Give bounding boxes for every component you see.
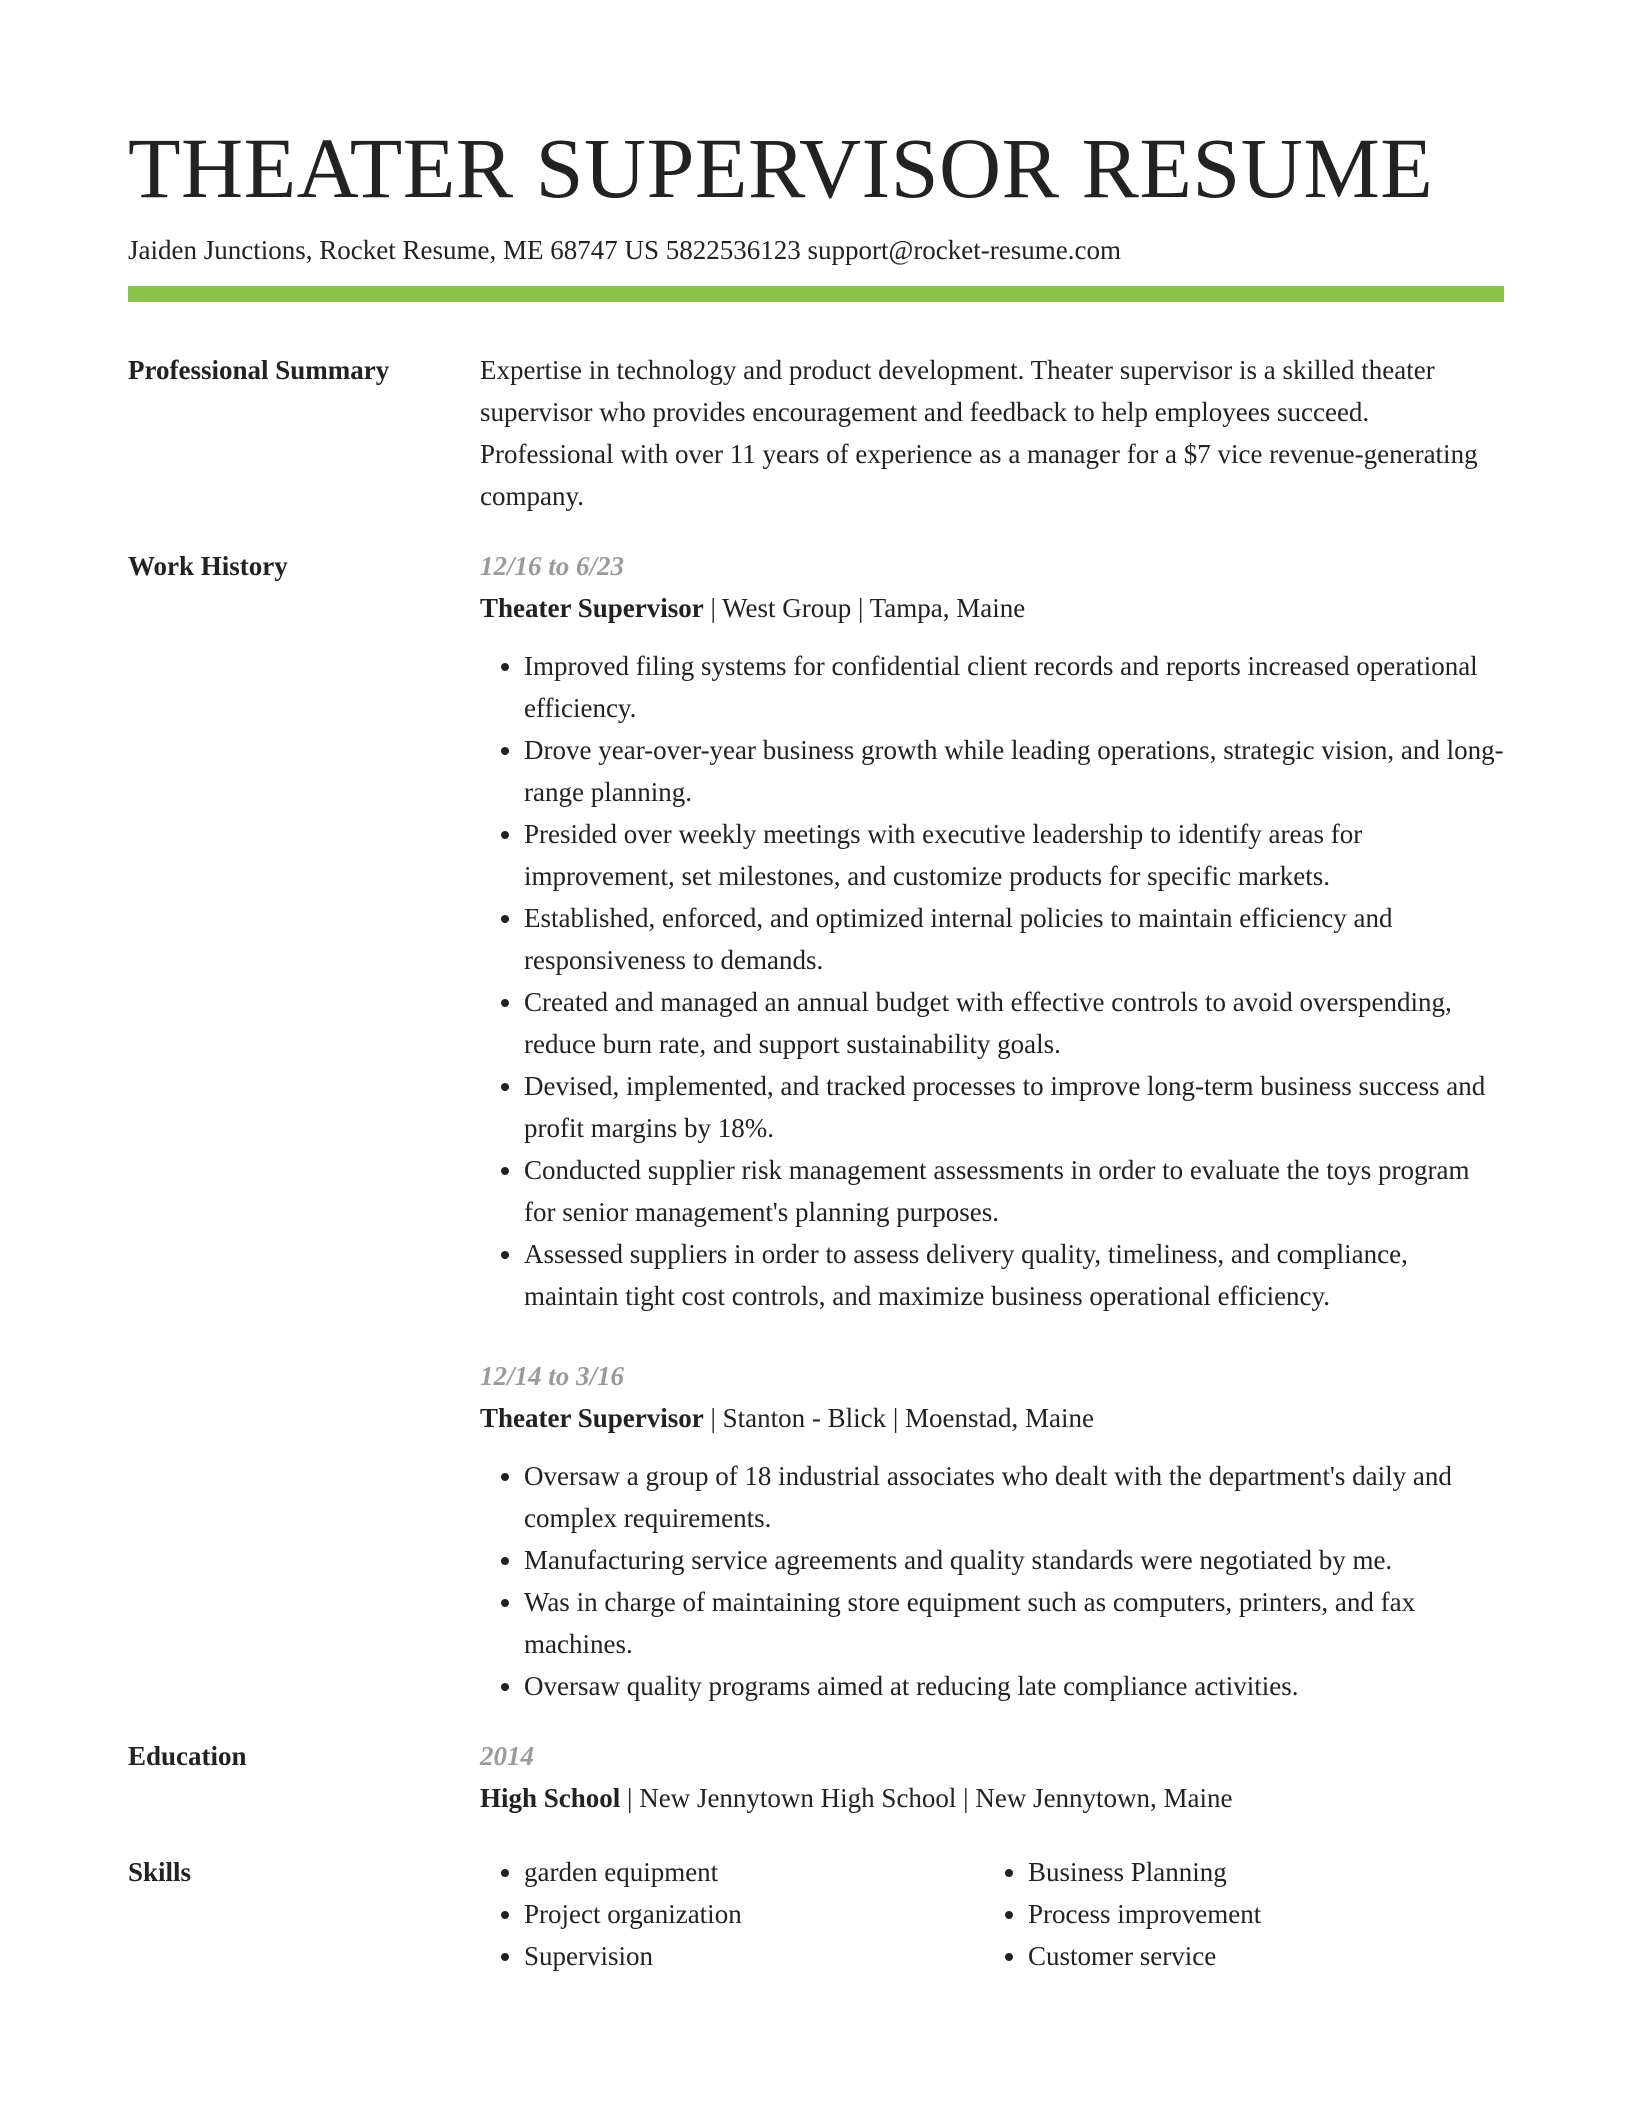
- job-bullets: [480, 645, 1504, 1317]
- skill-item: • Customer service: [1028, 1935, 1488, 1977]
- job-title: Theater Supervisor: [480, 1403, 704, 1433]
- education-line: [480, 1777, 1504, 1819]
- resume-title: THEATER SUPERVISOR RESUME: [128, 120, 1434, 216]
- skills-column-right: [984, 1851, 1488, 1977]
- job-entry: [480, 1355, 1504, 1707]
- contact-line: Jaiden Junctions, Rocket Resume, ME 68747 US 5822536123 support@rocket-resume.com: [128, 235, 1121, 265]
- summary-section: [128, 349, 1504, 517]
- job-bullet: • Oversaw quality programs aimed at reducing late compliance activities.: [524, 1665, 1504, 1707]
- job-bullet: • Improved filing systems for confidential client records and reports increased operational efficiency.: [524, 645, 1504, 729]
- skill-item: • garden equipment: [524, 1851, 984, 1893]
- job-details: | Stanton - Blick | Moenstad, Maine: [703, 1403, 1095, 1433]
- job-bullet: • Assessed suppliers in order to assess delivery quality, timeliness, and compliance, maintain tight cost controls, and maximize business operational efficiency.: [524, 1233, 1504, 1317]
- summary-heading: Professional Summary: [128, 355, 390, 385]
- job-bullet: • Created and managed an annual budget with effective controls to avoid overspending, reduce burn rate, and support sustainability goals.: [524, 981, 1504, 1065]
- job-dates: 12/14 to 3/16: [480, 1361, 625, 1391]
- job-title: Theater Supervisor: [480, 593, 704, 623]
- job-bullet: • Manufacturing service agreements and quality standards were negotiated by me.: [524, 1539, 1504, 1581]
- skill-item: • Business Planning: [1028, 1851, 1488, 1893]
- job-bullets: [480, 1455, 1504, 1707]
- job-details: | West Group | Tampa, Maine: [703, 593, 1026, 623]
- job-bullet: • Conducted supplier risk management assessments in order to evaluate the toys program for senior management's planning purposes.: [524, 1149, 1504, 1233]
- work-history-section: [128, 545, 1504, 1707]
- education-year: 2014: [480, 1741, 534, 1771]
- header-divider: [128, 286, 1504, 302]
- skills-heading: Skills: [128, 1857, 192, 1887]
- work-history-heading: Work History: [128, 551, 288, 581]
- job-role-line: [480, 1397, 1504, 1439]
- resume-content: [128, 349, 1504, 1977]
- education-degree: High School: [480, 1783, 621, 1813]
- skills-grid: [480, 1851, 1504, 1977]
- skill-item: • Supervision: [524, 1935, 984, 1977]
- job-bullet: • Was in charge of maintaining store equipment such as computers, printers, and fax machines.: [524, 1581, 1504, 1665]
- job-bullet: • Presided over weekly meetings with executive leadership to identify areas for improvement, set milestones, and customize products for specific markets.: [524, 813, 1504, 897]
- job-bullet: • Devised, implemented, and tracked processes to improve long-term business success and profit margins by 18%.: [524, 1065, 1504, 1149]
- skills-column-left: [480, 1851, 984, 1977]
- job-bullet: • Drove year-over-year business growth while leading operations, strategic vision, and long-range planning.: [524, 729, 1504, 813]
- education-section: [128, 1735, 1504, 1819]
- job-role-line: [480, 587, 1504, 629]
- education-details: | New Jennytown High School | New Jennytown, Maine: [620, 1783, 1233, 1813]
- skills-section: [128, 1851, 1504, 1977]
- job-dates: 12/16 to 6/23: [480, 551, 625, 581]
- job-bullet: • Established, enforced, and optimized internal policies to maintain efficiency and responsiveness to demands.: [524, 897, 1504, 981]
- education-heading: Education: [128, 1741, 247, 1771]
- summary-text: Expertise in technology and product development. Theater supervisor is a skilled theater supervisor who provides encouragement and feedback to help employees succeed. Professional with over 11 years of experience as a manager for a $7 vice revenue-generating company.: [480, 355, 1478, 511]
- job-entry: [480, 545, 1504, 1317]
- skill-item: • Project organization: [524, 1893, 984, 1935]
- job-bullet: • Oversaw a group of 18 industrial associates who dealt with the department's daily and complex requirements.: [524, 1455, 1504, 1539]
- skill-item: • Process improvement: [1028, 1893, 1488, 1935]
